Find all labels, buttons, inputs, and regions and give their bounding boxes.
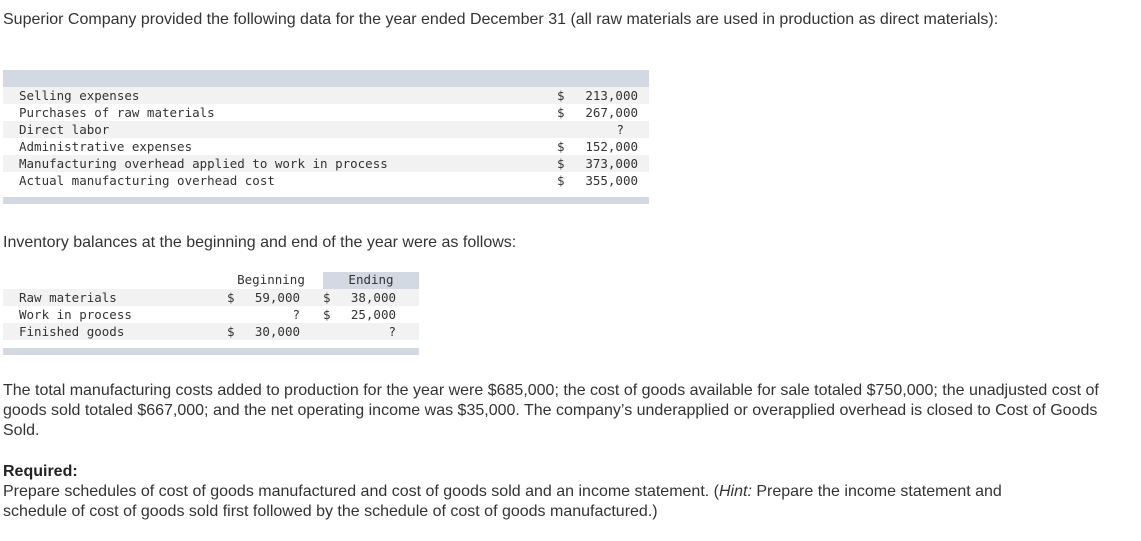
row-amount: ? bbox=[616, 122, 624, 137]
ending-amount: ? bbox=[388, 324, 396, 339]
table-footer-bar bbox=[3, 197, 649, 204]
dollar-sign: $ bbox=[227, 324, 235, 339]
beginning-amount: ? bbox=[292, 307, 300, 322]
row-label: Actual manufacturing overhead cost bbox=[19, 173, 275, 188]
required-text-start: Prepare schedules of cost of goods manufactured and cost of goods sold and an income statement. ( bbox=[3, 483, 719, 500]
table-header-bar bbox=[3, 70, 649, 87]
table-row bbox=[3, 87, 649, 104]
ending-amount: 38,000 bbox=[350, 290, 396, 305]
table-row bbox=[3, 104, 649, 121]
table-row bbox=[3, 138, 649, 155]
row-label: Raw materials bbox=[19, 290, 117, 305]
row-amount: 373,000 bbox=[585, 156, 638, 171]
hint-label: Hint: bbox=[718, 483, 752, 500]
row-label: Direct labor bbox=[19, 122, 110, 137]
intro-paragraph: Superior Company provided the following data for the year ended December 31 (all raw materials are used in production as direct materials): bbox=[3, 11, 999, 28]
dollar-sign: $ bbox=[557, 139, 565, 154]
required-text-end: Prepare the income statement and schedule of cost of goods sold first followed by the schedule of cost of goods manufactured.) bbox=[3, 483, 1002, 520]
row-amount: 267,000 bbox=[585, 105, 638, 120]
table-row bbox=[3, 121, 649, 138]
header-beginning: Beginning bbox=[225, 272, 317, 289]
table-footer-bar bbox=[3, 348, 419, 355]
inventory-table bbox=[3, 272, 419, 356]
table-row bbox=[3, 172, 649, 189]
table-row bbox=[3, 306, 419, 323]
beginning-amount: 59,000 bbox=[254, 290, 300, 305]
required-instructions bbox=[3, 482, 1063, 522]
table-row bbox=[3, 155, 649, 172]
dollar-sign: $ bbox=[227, 290, 235, 305]
dollar-sign: $ bbox=[557, 156, 565, 171]
header-ending: Ending bbox=[323, 272, 419, 289]
row-label: Finished goods bbox=[19, 324, 125, 339]
dollar-sign: $ bbox=[557, 88, 565, 103]
beginning-amount: 30,000 bbox=[254, 324, 300, 339]
row-amount: 152,000 bbox=[585, 139, 638, 154]
summary-paragraph: The total manufacturing costs added to production for the year were $685,000; the cost of goods available for sale totaled $750,000; the unadjusted cost of goods sold totaled $667,000; and the net operating income was $35,000. The company’s underapplied or overapplied overhead is closed to Cost of Goods Sold. bbox=[3, 382, 1099, 439]
table-row bbox=[3, 323, 419, 340]
row-amount: 213,000 bbox=[585, 88, 638, 103]
dollar-sign: $ bbox=[323, 307, 331, 322]
row-label: Administrative expenses bbox=[19, 139, 193, 154]
dollar-sign: $ bbox=[323, 290, 331, 305]
table-header bbox=[3, 272, 419, 289]
row-label: Selling expenses bbox=[19, 88, 140, 103]
dollar-sign: $ bbox=[557, 105, 565, 120]
row-amount: 355,000 bbox=[585, 173, 638, 188]
row-label: Purchases of raw materials bbox=[19, 105, 215, 120]
row-label: Work in process bbox=[19, 307, 132, 322]
required-heading: Required: bbox=[3, 463, 78, 480]
row-label: Manufacturing overhead applied to work in process bbox=[19, 156, 388, 171]
inventory-intro: Inventory balances at the beginning and end of the year were as follows: bbox=[3, 234, 517, 251]
table-row bbox=[3, 289, 419, 306]
ending-amount: 25,000 bbox=[350, 307, 396, 322]
dollar-sign: $ bbox=[557, 173, 565, 188]
cost-data-table bbox=[3, 70, 649, 205]
